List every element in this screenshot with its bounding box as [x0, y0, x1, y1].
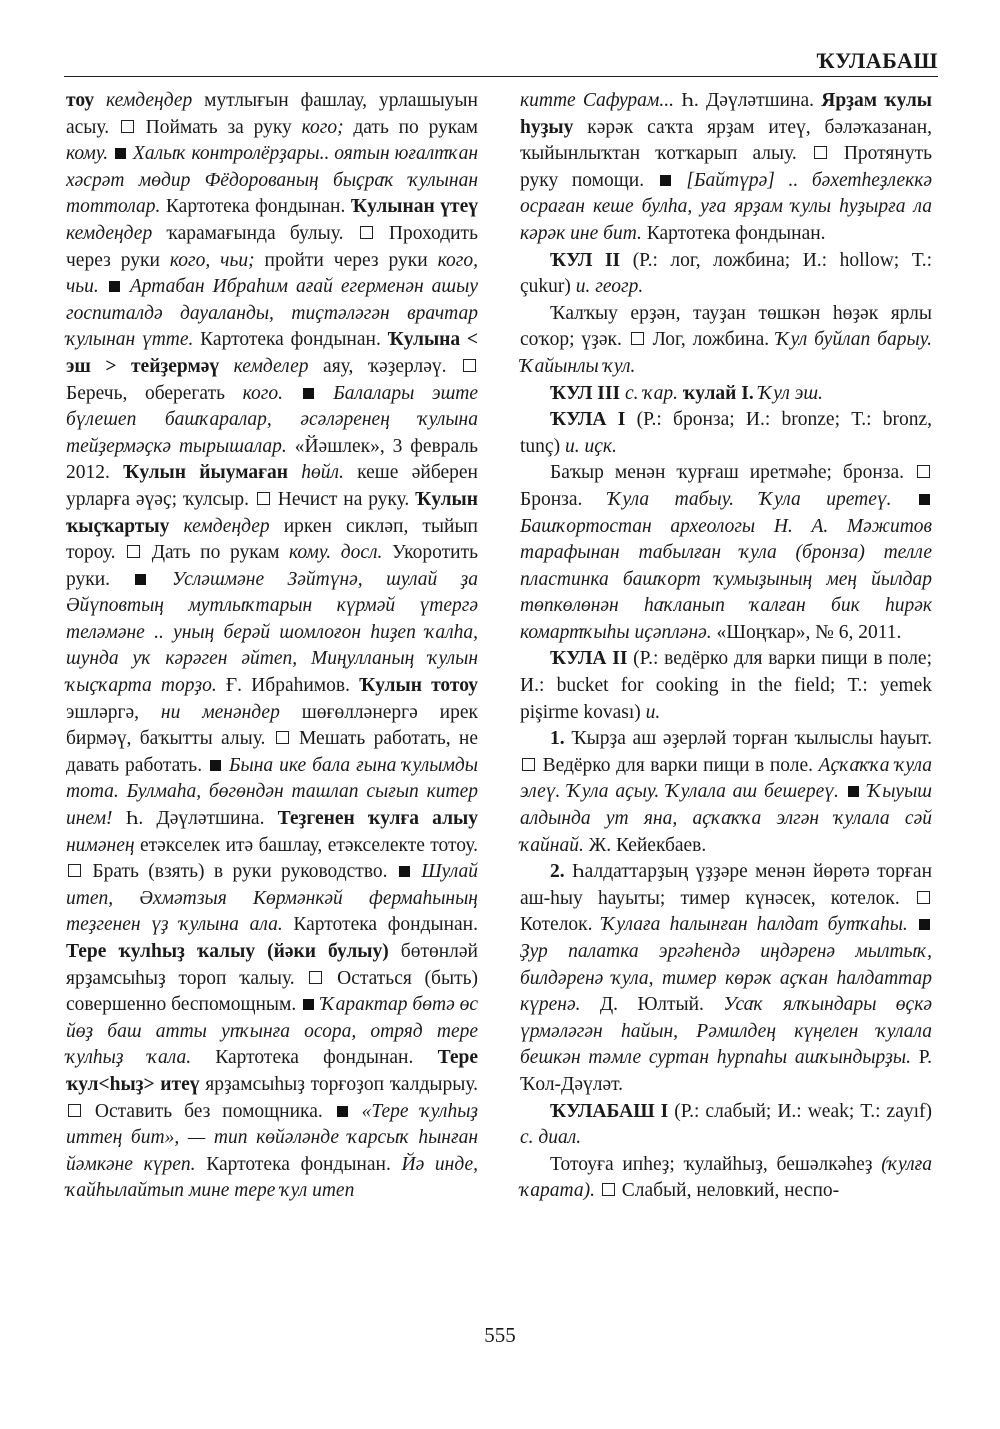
body-text	[148, 569, 171, 590]
body-text: шөғөлләнергә ирек бирмәү, баҡытты алыу.	[66, 701, 478, 750]
entry-paragraph	[520, 88, 932, 248]
italic-text: Ҡул эш.	[758, 382, 823, 404]
italic-text: кемдеңдер	[66, 222, 167, 244]
body-text: Бронза.	[520, 488, 608, 510]
italic-text: [Байтүрә] .. бәхетһеҙлеккә осраған кеше булһа, уға ярҙам ҡулы һуҙырға ла кәрәк ине бит.	[520, 169, 933, 244]
white-square-icon	[602, 1183, 615, 1196]
body-text: бөтөнләй ярҙамсыһыҙ тороп ҡалыу.	[66, 941, 478, 989]
body-text: Картотека фондынан.	[191, 1047, 438, 1069]
italic-text: Ҡула табыу. Ҡула иретеү.	[607, 488, 892, 510]
body-text: Баҡыр менән ҡурғаш иретмәһе; бронза.	[550, 462, 915, 484]
entry-paragraph	[520, 726, 932, 859]
black-square-icon	[303, 388, 314, 399]
white-square-icon	[257, 492, 270, 505]
italic-text: и. иҫк.	[564, 435, 617, 457]
body-text	[99, 276, 107, 297]
headword: ҡулай I.	[682, 382, 759, 404]
italic-text: кому.	[66, 143, 109, 165]
italic-text: кемдеңдер	[106, 90, 205, 111]
headword: 2.	[550, 861, 572, 883]
body-text: Нечист на руку.	[271, 488, 416, 510]
right-column	[520, 88, 932, 1205]
italic-text: нимәнең	[66, 834, 140, 856]
white-square-icon	[917, 891, 930, 904]
italic-text: с. диал.	[520, 1127, 582, 1149]
body-text: иркен сикләп, тыйып тороу.	[66, 515, 478, 564]
body-text: «Шоңҡар», № 6, 2011.	[711, 621, 902, 643]
body-text	[122, 276, 130, 297]
body-text: кеше әйберен урларға әүәҫ; ҡулсыр.	[66, 462, 478, 510]
white-square-icon	[68, 1104, 81, 1117]
body-text: Ҡалҡыу ерҙән, тауҙан төшкән һөҙәк ярлы соҡор; үҙәк.	[520, 302, 932, 351]
black-square-icon	[660, 175, 671, 186]
headword: Теҙгенен ҡулға алыу	[277, 808, 478, 830]
italic-text: Ҡыуыш алдында ут яна, аҫҡаҡҡа элгән ҡулала сәй ҡайнай.	[520, 781, 932, 856]
body-text: Картотека фондынан.	[193, 329, 388, 351]
headword: тоу	[66, 90, 107, 111]
body-text	[108, 143, 113, 164]
italic-text: Башҡортостан археологы Н. А. Мәжитов тарафынан табылған ҡула (бронза) телле пластинка башҡорт ҡумыҙының мең йылдар төпкөлөнән һаҡланып ҡалған бик һирәк комартҡыһы иҫәпләнә.	[520, 515, 932, 643]
body-text: мутлығын фашлау, урлашыуын асыу.	[66, 90, 478, 138]
body-text: Һ. Дәүләтшина.	[673, 90, 822, 111]
black-square-icon	[337, 1106, 348, 1117]
italic-text: «Тере ҡулһыҙ иттең бит», — тип көйәләнде ҡарсыҡ һынған йәмкәне күреп.	[66, 1100, 479, 1175]
body-text: Слабый, неловкий, неспо-	[616, 1180, 840, 1202]
italic-text: кого, чьи.	[66, 249, 478, 298]
white-square-icon	[127, 545, 140, 558]
black-square-icon	[919, 919, 930, 930]
body-text: ярҙамсыһыҙ торғоҙоп ҡалдырыу.	[205, 1073, 478, 1095]
white-square-icon	[121, 120, 134, 133]
body-text: Мешать работать, не давать работать.	[66, 728, 478, 776]
black-square-icon	[210, 760, 221, 771]
black-square-icon	[399, 866, 410, 877]
body-text: Остаться (быть) совершенно беспомощным.	[66, 967, 478, 1016]
italic-text: (ҡулға ҡарата).	[520, 1153, 932, 1202]
headword: ҠУЛА I	[550, 409, 637, 431]
body-text	[892, 489, 918, 510]
body-text: етәкселек итә башлау, етәкселекте тотоу.	[139, 834, 478, 856]
body-text: (Р.: бронза; И.: bronze; Т.: bronz, tunç)	[520, 409, 932, 457]
body-text: Һ. Дәүләтшина.	[112, 808, 278, 830]
white-square-icon	[631, 332, 644, 345]
italic-text: Артабан Ибраһим ағай егерменән ашыу госпиталдә дауаланды, тиҫтәләгән врачтар ҡулынан үтте.	[66, 276, 479, 351]
italic-text: Аҫҡаҡҡа ҡула элеү. Ҡула аҫыу. Ҡулала аш бешереү.	[520, 754, 932, 803]
white-square-icon	[360, 226, 373, 239]
body-text: эшләргә,	[66, 701, 161, 723]
body-text: Һалдаттарҙың үҙҙәре менән йөрөтә торған аш-һыу һауыты; тимер күнәсек, котелок.	[520, 861, 932, 909]
headword: Тере ҡул<һыҙ> итеү	[66, 1047, 478, 1095]
black-square-icon	[109, 281, 120, 292]
italic-text: Ҡулаға һалынған һалдат бутҡаһы.	[601, 914, 908, 936]
headword: ҠУЛ III	[550, 382, 625, 404]
italic-text: Йә инде, ҡайһылайтып мине тере ҡул итеп	[66, 1153, 478, 1202]
entry-paragraph	[520, 460, 932, 646]
body-text: Р. Ҡол-Дәүләт.	[520, 1047, 932, 1095]
headword: ҠУЛ II	[550, 249, 633, 271]
italic-text: кому. досл.	[289, 542, 383, 564]
headword: ҠУЛА II	[550, 648, 634, 670]
body-text: пройти через руки	[254, 249, 438, 271]
black-square-icon	[919, 494, 930, 505]
entry-paragraph	[520, 1099, 932, 1152]
headword: Тере ҡулһыҙ ҡалыу (йәки булыу)	[66, 941, 401, 962]
entry-paragraph	[520, 859, 932, 1098]
white-square-icon	[68, 864, 81, 877]
entry-paragraph	[520, 407, 932, 460]
body-text: Брать (взять) в руки руководство.	[83, 861, 397, 883]
page-number: 555	[484, 1323, 516, 1347]
body-text: Дать по рукам	[142, 542, 290, 564]
body-text: Оставить без помощника.	[83, 1100, 335, 1122]
body-text	[595, 1180, 600, 1201]
italic-text: Бына ике бала ғына ҡулымды тота. Булмаһа, бөгөндән ташлап сығып китер инем!	[66, 754, 478, 830]
body-text: (Р.: слабый; И.: weak; Т.: zayıf)	[674, 1100, 932, 1122]
body-text	[350, 1101, 362, 1122]
body-text: Котелок.	[520, 914, 602, 936]
entry-paragraph	[520, 646, 932, 726]
italic-text: Ҙур палатка эргәһендә иңдәренә мылтыҡ, билдәренә ҡула, тимер көрәк аҫҡан һалдаттар күренә.	[520, 941, 932, 1016]
italic-text: кого, чьи;	[169, 249, 255, 271]
body-text	[316, 383, 334, 404]
body-text: Ҡырҙа аш әҙерләй торған ҡылыслы һауыт.	[571, 728, 932, 750]
headword: 1.	[550, 728, 572, 750]
body-text	[908, 914, 917, 935]
left-column	[66, 88, 478, 1205]
running-head: ҠУЛАБАШ	[816, 48, 938, 73]
black-square-icon	[303, 999, 314, 1010]
body-text: Ж. Кейекбаев.	[583, 834, 707, 856]
entry-paragraph	[66, 88, 478, 1205]
italic-text: ни менәндер	[160, 701, 302, 723]
body-text: «Йәшлек», 3 февраль 2012.	[66, 435, 478, 484]
headword: Ҡулына < эш > тейҙермәү	[66, 329, 479, 377]
white-square-icon	[522, 758, 535, 771]
italic-text: Усләшмәне Зәйтүнә, шулай ҙа Әйүповтың мутлыҡтарын күрмәй үтергә теләмәне .. уның берәй шомлоғон һиҙеп ҡалһа, шунда уҡ кәрәген әйтеп, Миңулланың ҡулын ҡыҫҡарта торҙо.	[66, 568, 479, 697]
body-text	[412, 861, 421, 882]
body-text: Картотека фондынан.	[641, 222, 826, 244]
body-text: Картотека фондынан.	[160, 196, 351, 218]
headword: Ярҙам ҡулы һуҙыу	[520, 90, 932, 138]
white-square-icon	[276, 731, 289, 744]
headword: Ҡулын тотоу	[359, 675, 479, 697]
italic-text: и. геогр.	[575, 276, 644, 298]
body-text	[861, 781, 868, 802]
body-text: Поймать за руку	[135, 116, 302, 138]
body-text: Ғ. Ибраһимов.	[216, 675, 360, 697]
body-text: Лог, ложбина.	[645, 329, 776, 351]
body-text: Укоротить руки.	[66, 542, 478, 590]
italic-text: Ҡул буйлап барыу. Ҡайынлы ҡул.	[520, 329, 932, 377]
body-text: (Р.: ведёрко для варки пищи в поле; И.: bucket for cooking in the field; Т.: yemek pişirme kovası)	[520, 648, 932, 723]
body-text: (Р.: лог, ложбина; И.: hollow; Т.: çukur)	[520, 249, 933, 298]
black-square-icon	[848, 786, 859, 797]
italic-text: Шулай итеп, Әхмәтзыя Көрмәнкәй фермаһының теҙгенен үҙ ҡулына ала.	[66, 861, 478, 936]
italic-text: Балалары эште бүлешеп башҡаралар, әсәләренең ҡулына тейҙермәҫкә тырышалар.	[66, 382, 479, 457]
body-text: Д. Юлтый.	[580, 994, 724, 1016]
entry-paragraph	[520, 381, 932, 408]
headword: Ҡулын йыумаған	[123, 462, 302, 484]
italic-text: и.	[645, 701, 661, 723]
body-text: Тотоуға ипһеҙ; ҡулайһыҙ, бешәлкәһеҙ	[550, 1153, 882, 1175]
white-square-icon	[463, 359, 476, 372]
body-text	[283, 383, 301, 404]
body-text: Картотека фондынан.	[195, 1153, 402, 1175]
italic-text: китте Сафурам...	[520, 90, 674, 111]
headword: Ҡулын ҡыҫҡартыу	[66, 488, 478, 537]
white-square-icon	[814, 146, 827, 159]
header-rule	[64, 76, 938, 77]
white-square-icon	[917, 465, 930, 478]
italic-text: кого;	[301, 116, 344, 138]
italic-text: кемдеңдер	[183, 515, 284, 537]
body-text: Проходить через руки	[66, 222, 478, 271]
body-text	[673, 170, 687, 191]
body-text: кәрәк саҡта ярҙам итеү, бәләҡазанан, ҡыйынлыҡтан ҡотҡарып алыу.	[520, 116, 933, 165]
body-text: аяу, ҡәҙерләү.	[323, 355, 461, 377]
body-text: Ведёрко для варки пищи в поле.	[537, 754, 819, 776]
entry-paragraph	[520, 301, 932, 381]
italic-text: Усаҡ ялҡындары өҫкә үрмәләгән һайын, Рәмилдең күңелен ҡулала бешкән тәмле суртан һурпаһы ашҡындырҙы.	[520, 994, 932, 1069]
italic-text: һөйл.	[301, 462, 344, 484]
italic-text: Ҡарактар бөтә өс йөҙ баш атты упҡынға осорa, отряд тере ҡулһыҙ ҡала.	[66, 994, 479, 1069]
body-text: Беречь, оберегать	[66, 382, 243, 404]
black-square-icon	[115, 148, 126, 159]
body-text: дать по рукам	[343, 116, 479, 138]
headword: ҠУЛАБАШ I	[550, 1100, 675, 1122]
body-text	[839, 781, 846, 802]
white-square-icon	[309, 971, 322, 984]
headword: Ҡулынан үтеү	[350, 196, 478, 218]
italic-text: кемделер	[233, 355, 324, 377]
body-text: Картотека фондынан.	[282, 914, 478, 936]
body-text: ҡарамағында булыу.	[166, 222, 358, 244]
entry-paragraph	[520, 248, 932, 301]
italic-text: кого.	[242, 382, 283, 404]
italic-text: Халыҡ контролёрҙары.. оятын юғалтҡан хәсрәт мөдир Фёдорованың быҫраҡ ҡулынан тоттолар.	[66, 143, 479, 218]
black-square-icon	[135, 574, 146, 585]
italic-text: с. ҡар.	[624, 382, 683, 404]
entry-paragraph	[520, 1152, 932, 1205]
body-text: Протянуть руку помощи.	[520, 143, 932, 191]
